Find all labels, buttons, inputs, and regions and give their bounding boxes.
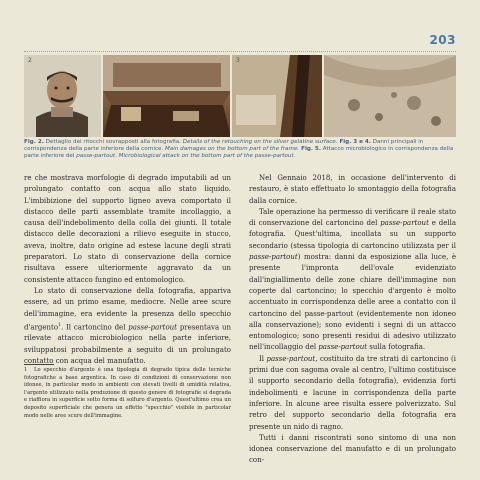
caption-fig5-dot: . [115, 153, 119, 160]
footnote-text: Lo specchio d'argento è una tipologia di degrado tipica delle tecniche fotografiche a base argentica. In caso di condizioni di conservazione non idonee, in particolar modo in ambienti con elevati livelli di umidità relativa, l'argento utilizzato nella produzione di questo genere di fotografie si degrada e riaffiora in superficie sotto forma di solfuro d'argento. Quest'ultimo crea un deposito superficiale che genera un effetto "specchio" visibile in particolar modo nelle aree scure dell'immagine. [24, 367, 231, 419]
frame-corner-image [232, 55, 322, 137]
footnote-rule [24, 364, 54, 365]
right-column [249, 173, 456, 467]
figure-caption [24, 139, 456, 161]
page-number: 203 [429, 33, 456, 47]
caption-fig2-label: Fig. 2. [24, 139, 44, 145]
figure-number: 3 [236, 57, 240, 64]
figure-3-frame-damage-photo [103, 55, 230, 137]
portrait-image [24, 55, 101, 137]
caption-fig34-text: Danni principali in corrispondenza della parte inferiore della cornice. [24, 139, 424, 153]
caption-fig34-label: Fig. 3 e 4. [337, 139, 371, 145]
figure-5-microbiological-attack-photo [324, 55, 456, 137]
left-column [24, 173, 231, 367]
right-paragraph-3: Il passe-partout, costituito da tre strati di cartoncino (i primi due con sagoma ovale al centro, l'ultimo costituisce il supporto secondario della fotografia), evidenzia forti indebolimenti e lacune in corrispondenza della parte inferiore. In alcune aree risulta essere polverizzato. Sul retro del supporto secondario della fotografia era presente un nido di ragno. [249, 354, 456, 431]
caption-fig2-english: Details of the retouching on the silver gelatine surface. [182, 139, 338, 145]
figure-number: 2 [28, 57, 32, 64]
footnote-reference: 1 [58, 322, 61, 328]
caption-fig5-italic: passe-partout [76, 153, 116, 160]
right-paragraph-2: Tale operazione ha permesso di verificare il reale stato di conservazione del cartoncino del passe-partout e della fotografia. Quest'ultima, incollata su un supporto secondario (stessa tipologia di cartoncino utilizzata per il passe-partout) mostra: danni da esposizione alla luce, è presente l'impronta dell'ovale evidenziato dall'ingiallimento delle zone chiare dell'immagine non coperte dal cartoncino; lo specchio d'argento è molto accentuato in corrispondenza delle aree a contatto con il cartoncino del passe-partout (evidentemente non idoneo alla conservazione); sono evidenti i segni di un attacco entomologico; sono presenti residui di adesivo utilizzato nell'incollaggio del passe-partout sulla fotografia. [249, 207, 456, 352]
caption-fig5-english: Microbiological attack on the bottom part of the passe-partout. [118, 153, 296, 160]
right-paragraph-4: Tutti i danni riscontrati sono sintomo di una non idonea conservazione del manufatto e di un prolungato con- [249, 433, 456, 465]
caption-fig2-text: Dettaglio dei ritocchi sovrapposti alla fotografia. [43, 139, 183, 145]
figure-strip [24, 55, 456, 137]
right-paragraph-1: Nel Gennaio 2018, in occasione dell'intervento di restauro, è stato effettuato lo smontaggio della fotografia dalla cornice. [249, 174, 456, 205]
caption-fig5-text: Attacco microbiologico in corrispondenza della parte inferiore del [24, 146, 454, 160]
footnote-number: 1 [24, 367, 28, 373]
frame-damage-image [103, 55, 230, 137]
passe-partout-image [324, 55, 456, 137]
left-paragraph-1: re che mostrava morfologie di degrado imputabili ad un prolungato contatto con acqua allo stato liquido. L'imbibizione del supporto ligneo aveva comportato il distacco delle parti assemblate tramite incollaggio, a causa dell'indebolimento della colla dei giunti. Il totale distacco delle decorazioni a rilievo eseguite in stucco, aveva, inoltre, dato origine ad estese lacune degli strati preparatori. Lo stato di conservazione della cornice risultava essere ulteriormente aggravato da un consistente attacco fungino ed entomologico. [24, 174, 231, 284]
header-rule [24, 51, 456, 52]
caption-fig34-english: Main damages on the bottom part of the frame. [165, 146, 300, 153]
figure-4-frame-corner-photo [232, 55, 322, 137]
caption-fig5-label: Fig. 5. [299, 146, 321, 153]
footnote [24, 367, 231, 420]
left-paragraph-2: Lo stato di conservazione della fotografia, appariva essere, ad un primo esame, mediocre. Nelle aree scure dell'immagine, era evidente la presenza dello specchio d'argento$^1$. Il cartoncino del passe-partout presentava un rilevate attacco microbiologico nella parte inferiore, sviluppatosi probabilmente a seguito di un prolungato contatto con acqua del manufatto. [24, 286, 232, 366]
figure-2-portrait-photo [24, 55, 101, 137]
